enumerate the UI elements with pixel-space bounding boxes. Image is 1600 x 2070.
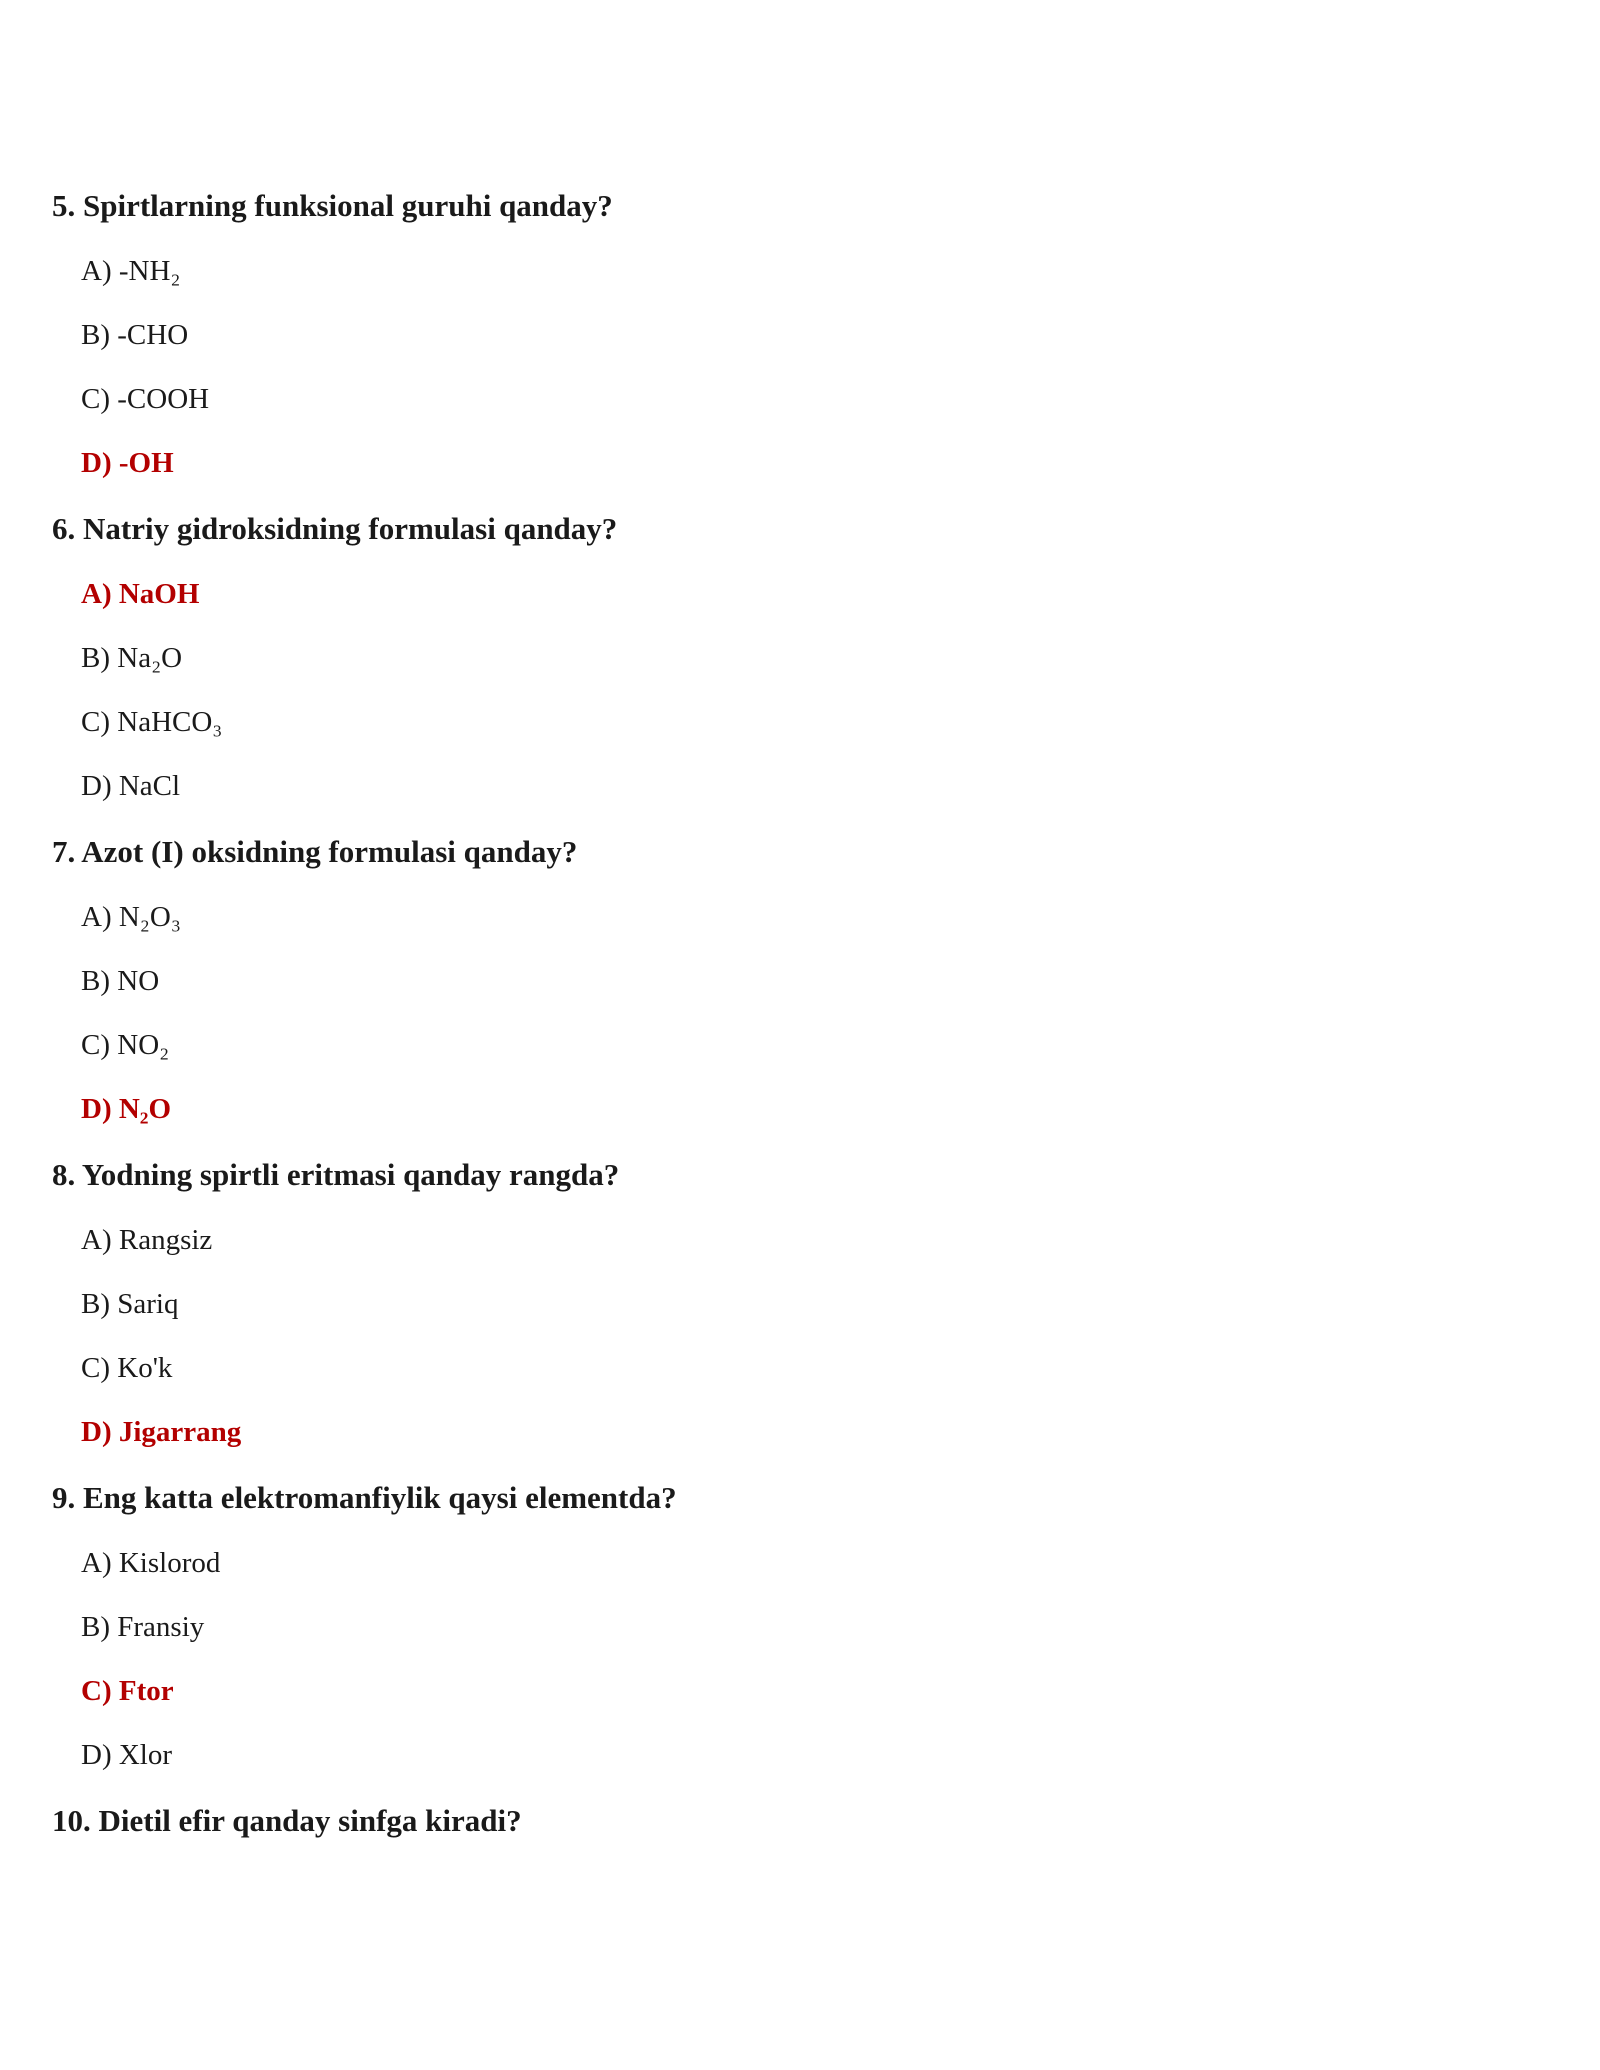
option-5a: A) -NH₂ bbox=[81, 255, 181, 287]
question-7: 7. Azot (I) oksidning formulasi qanday? bbox=[52, 834, 578, 869]
option-8b: B) Sariq bbox=[81, 1288, 179, 1320]
question-10: 10. Dietil efir qanday sinfga kiradi? bbox=[52, 1803, 522, 1838]
option-7b: B) NO bbox=[81, 965, 160, 997]
question-8: 8. Yodning spirtli eritmasi qanday rangda? bbox=[52, 1157, 620, 1192]
option-7d-correct: D) N₂O bbox=[81, 1093, 172, 1125]
option-8a: A) Rangsiz bbox=[81, 1224, 213, 1256]
option-9a: A) Kislorod bbox=[81, 1547, 221, 1579]
option-5c: C) -COOH bbox=[81, 383, 210, 415]
option-9d: D) Xlor bbox=[81, 1739, 173, 1771]
option-5d-correct: D) -OH bbox=[81, 447, 174, 479]
option-7a: A) N₂O₃ bbox=[81, 901, 181, 933]
question-9: 9. Eng katta elektromanfiylik qaysi elementda? bbox=[52, 1480, 677, 1515]
option-9c-correct: C) Ftor bbox=[81, 1675, 174, 1707]
question-5: 5. Spirtlarning funksional guruhi qanday? bbox=[52, 188, 613, 223]
option-6b: B) Na₂O bbox=[81, 642, 183, 674]
option-9b: B) Fransiy bbox=[81, 1611, 205, 1643]
option-6c: C) NaHCO₃ bbox=[81, 706, 223, 738]
option-7c: C) NO₂ bbox=[81, 1029, 170, 1061]
option-8d-correct: D) Jigarrang bbox=[81, 1416, 242, 1448]
option-8c: C) Ko'k bbox=[81, 1352, 173, 1384]
option-5b: B) -CHO bbox=[81, 319, 189, 351]
question-6: 6. Natriy gidroksidning formulasi qanday? bbox=[52, 511, 618, 546]
option-6d: D) NaCl bbox=[81, 770, 181, 802]
option-6a-correct: A) NaOH bbox=[81, 578, 200, 610]
